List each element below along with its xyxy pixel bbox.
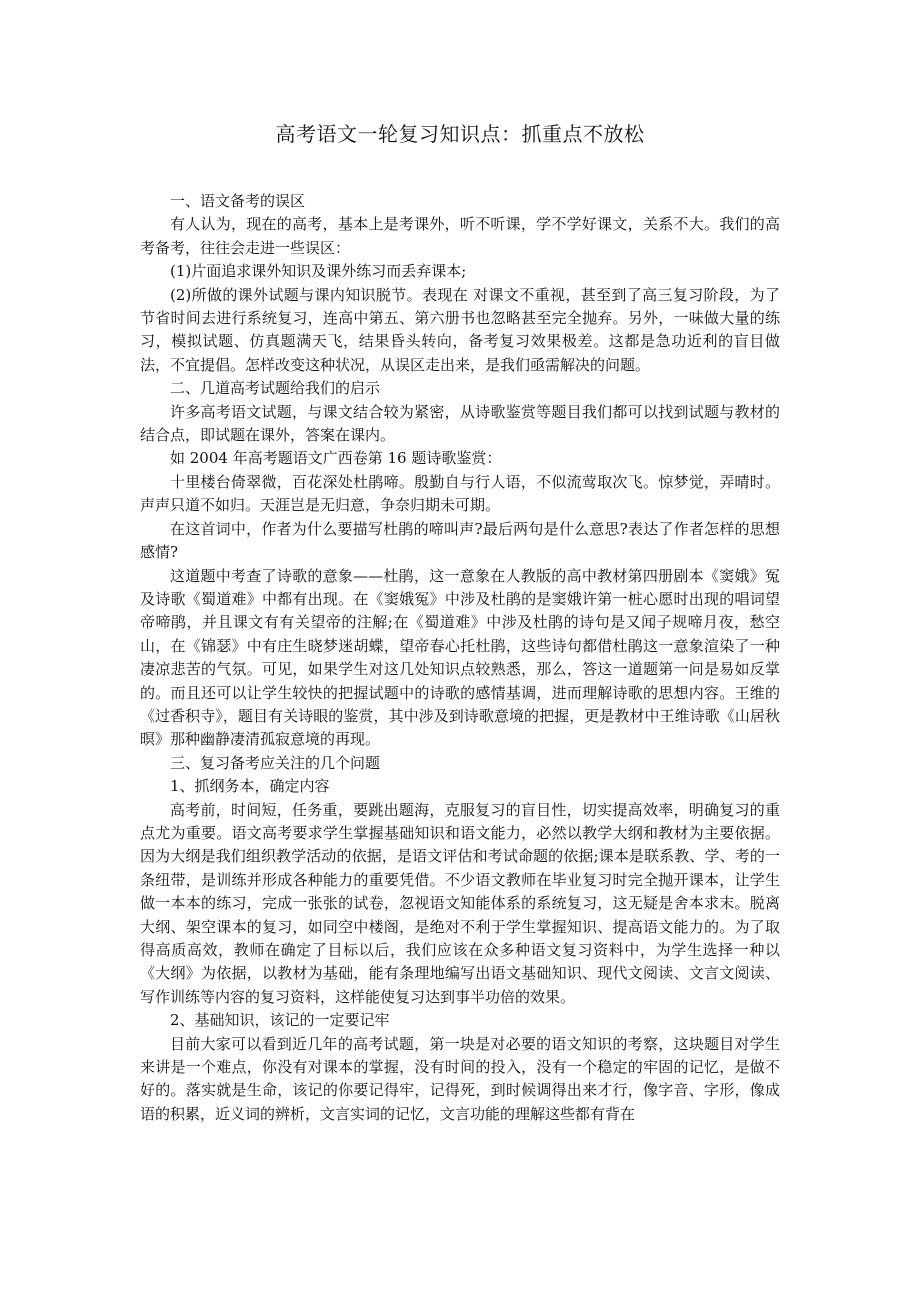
question-text: 在这首词中，作者为什么要描写杜鹃的啼叫声?最后两句是什么意思?表达了作者怎样的思想感情? <box>140 519 780 562</box>
list-item-2: (2)所做的课外试题与课内知识脱节。表现在 对课文不重视，甚至到了高三复习阶段，为了节省时间去进行系统复习，连高中第五、第六册书也忽略甚至完全抛弃。另外，一味做大量的练习，模拟试题、仿真题满天飞，结果昏头转向，备考复习效果极差。这都是急功近利的盲目做法，不宜提倡。怎样改变这种状况，从误区走出来，是我们亟需解决的问题。 <box>140 285 780 374</box>
paragraph-basics: 目前大家可以看到近几年的高考试题，第一块是对必要的语文知识的考察，这块题目对学生来讲是一个难点，你没有对课本的掌握，没有时间的投入，没有一个稳定的牢固的记忆，是做不好的。落实就是生命，该记的你要记得牢，记得死，到时候调得出来才行，像字音、字形，像成语的积累，近义词的辨析，文言实词的记忆，文言功能的理解这些都有背在 <box>140 1034 780 1123</box>
section-heading-3: 三、复习备考应关注的几个问题 <box>170 753 381 772</box>
document-title: 高考语文一轮复习知识点：抓重点不放松 <box>275 122 645 146</box>
subheading-1: 1、抓纲务本，确定内容 <box>170 777 330 796</box>
subheading-2: 2、基础知识，该记的一定要记牢 <box>170 1011 390 1030</box>
list-item-1: (1)片面追求课外知识及课外练习而丢弃课本; <box>170 262 467 281</box>
paragraph-example-intro: 如 2004 年高考题语文广西卷第 16 题诗歌鉴赏： <box>170 449 502 468</box>
section-heading-2: 二、几道高考试题给我们的启示 <box>170 379 381 398</box>
paragraph-intro: 有人认为，现在的高考，基本上是考课外，听不听课，学不学好课文，关系不大。我们的高考备考，往往会走进一些误区： <box>140 215 780 257</box>
section-heading-1: 一、语文备考的误区 <box>170 192 306 210</box>
poem-text: 十里楼台倚翠微，百花深处杜鹃啼。殷勤自与行人语，不似流莺取次飞。惊梦觉，弄晴时。声声只道不如归。天涯岂是无归意，争奈归期未可期。 <box>140 472 780 515</box>
document-page <box>140 118 780 1126</box>
paragraph-insight: 许多高考语文试题，与课文结合较为紧密，从诗歌鉴赏等题目我们都可以找到试题与教材的结合点，即试题在课外，答案在课内。 <box>140 402 780 445</box>
paragraph-analysis: 这道题中考查了诗歌的意象——杜鹃，这一意象在人教版的高中教材第四册剧本《窦娥》冤及诗歌《蜀道难》中都有出现。在《窦娥冤》中涉及杜鹃的是窦娥许第一桩心愿时出现的唱词望帝啼鹃，并且课文有有关望帝的注解;在《蜀道难》中涉及杜鹃的诗句是又闻子规啼月夜，愁空山，在《锦瑟》中有庄生晓梦迷胡蝶，望帝春心托杜鹃，这些诗句都借杜鹃这一意象渲染了一种凄凉悲苦的气氛。可见，如果学生对这几处知识点较熟悉，那么，答这一道题第一问是易如反掌的。而且还可以让学生较快的把握试题中的诗歌的感情基调，进而理解诗歌的思想内容。王维的《过香积寺》，题目有关诗眼的鉴赏，其中涉及到诗歌意境的把握，更是教材中王维诗歌《山居秋暝》那种幽静凄清孤寂意境的再现。 <box>140 566 780 749</box>
paragraph-syllabus: 高考前，时间短，任务重，要跳出题海，克服复习的盲目性，切实提高效率，明确复习的重点尤为重要。语文高考要求学生掌握基础知识和语文能力，必然以教学大纲和教材为主要依据。因为大纲是我们组织教学活动的依据，是语文评估和考试命题的依据;课本是联系教、学、考的一条纽带，是训练并形成各种能力的重要凭借。不少语文教师在毕业复习时完全抛开课本，让学生做一本本的练习，完成一张张的试卷，忽视语文知能体系的系统复习，这无疑是舍本求末。脱离大纲、架空课本的复习，如同空中楼阁，是绝对不利于学生掌握知识、提高语文能力的。为了取得高质高效，教师在确定了目标以后，我们应该在众多种语文复习资料中，为学生选择一种以《大纲》为依据，以教材为基础，能有条理地编写出语文基础知识、现代文阅读、文言文阅读、写作训练等内容的复习资料，这样能使复习达到事半功倍的效果。 <box>140 800 780 1006</box>
